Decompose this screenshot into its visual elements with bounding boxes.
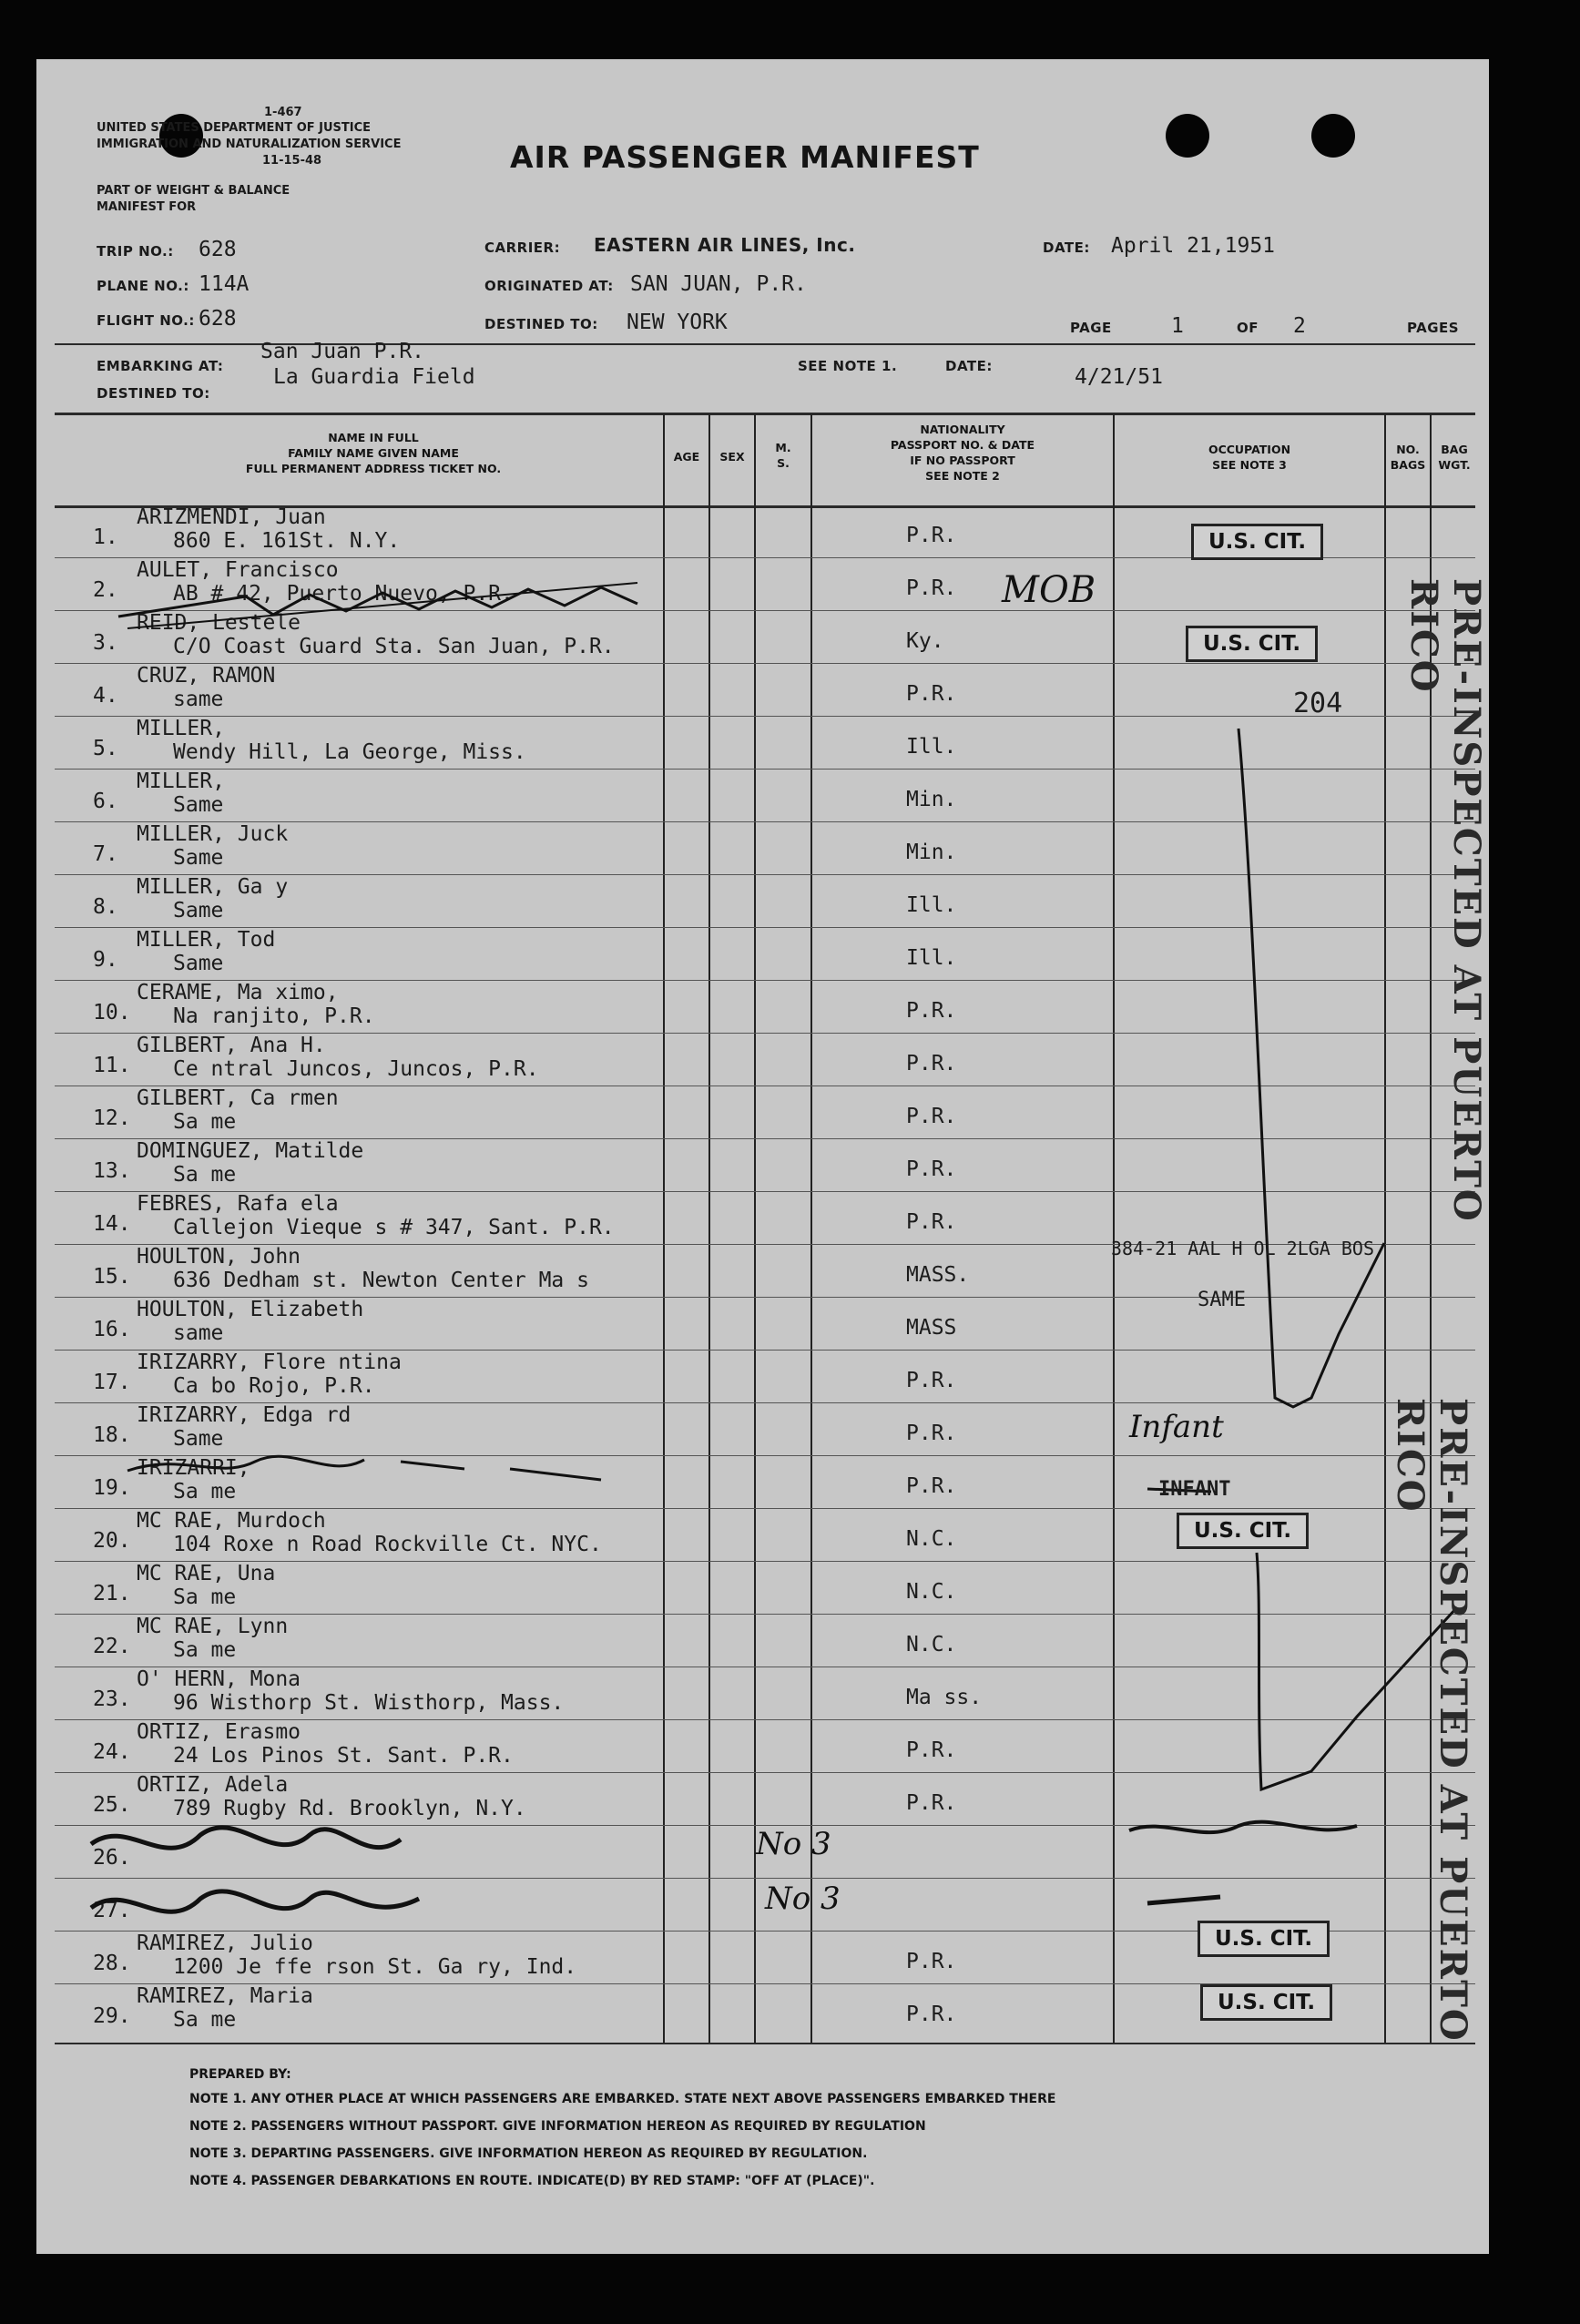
originated-label: ORIGINATED AT: (484, 278, 614, 294)
passenger-nationality: P.R. (906, 1738, 957, 1762)
passenger-name: ORTIZ, Adela (137, 1773, 289, 1797)
weight-balance-line-1: PART OF WEIGHT & BALANCE (97, 184, 291, 198)
row-number: 23. (93, 1687, 131, 1711)
passenger-nationality: N.C. (906, 1580, 957, 1604)
crossout-row-27-occ (1147, 1897, 1220, 1903)
col-header-ms-line2: S. (777, 456, 790, 470)
note-4: NOTE 4. PASSENGER DEBARKATIONS EN ROUTE. INDICATE(D) BY RED STAMP: "OFF AT (PLACE)". (189, 2174, 875, 2188)
passenger-name: HOULTON, Elizabeth (137, 1298, 364, 1321)
passenger-address: Sa me (173, 1480, 237, 1503)
passenger-nationality: P.R. (906, 1474, 957, 1498)
occupation-same-16: SAME (1198, 1289, 1246, 1311)
carrier-label: CARRIER: (484, 240, 561, 256)
us-cit-stamp: U.S. CIT. (1198, 1921, 1330, 1957)
passenger-name: IRIZARRY, Edga rd (137, 1403, 352, 1427)
page-title: AIR PASSENGER MANIFEST (510, 139, 980, 175)
us-cit-stamp: U.S. CIT. (1177, 1513, 1309, 1549)
passenger-address: Same (173, 952, 224, 975)
us-cit-stamp: U.S. CIT. (1186, 626, 1318, 662)
pages-label: PAGES (1407, 320, 1460, 336)
embarking-label: EMBARKING AT: (97, 358, 224, 374)
passenger-address: Sa me (173, 1110, 237, 1134)
passenger-nationality: Min. (906, 788, 957, 811)
passenger-address: Same (173, 1427, 224, 1451)
col-header-name-line3: FULL PERMANENT ADDRESS TICKET NO. (245, 462, 502, 475)
plane-label: PLANE NO.: (97, 278, 189, 294)
row-number: 17. (93, 1371, 131, 1394)
weight-balance-line-2: MANIFEST FOR (97, 200, 197, 214)
passenger-address: same (173, 688, 224, 711)
passenger-nationality: Min. (906, 841, 957, 864)
plane-value: 114A (199, 272, 250, 296)
note-2: NOTE 2. PASSENGERS WITHOUT PASSPORT. GIVE INFORMATION HEREON AS REQUIRED BY REGULATION (189, 2119, 926, 2134)
passenger-name: RAMIREZ, Maria (137, 1984, 313, 2008)
form-number: 1-467 (264, 106, 302, 119)
row-number: 12. (93, 1106, 131, 1130)
row-number: 21. (93, 1582, 131, 1605)
crossout-row-19 (127, 1456, 601, 1480)
ticket-routing-15: 384-21 AAL H OL 2LGA BOS (1111, 1238, 1374, 1259)
row-number: 6. (93, 790, 118, 813)
row-number: 20. (93, 1529, 131, 1553)
row-number: 22. (93, 1635, 131, 1658)
passenger-name: CERAME, Ma ximo, (137, 981, 339, 1004)
passenger-name: MILLER, Juck (137, 822, 289, 846)
page-label: PAGE (1070, 320, 1112, 336)
passenger-name: ARIZMENDI, Juan (137, 505, 326, 529)
handwritten-mob: MOB (1002, 569, 1096, 611)
passenger-nationality: P.R. (906, 576, 957, 600)
passenger-address: 789 Rugby Rd. Brooklyn, N.Y. (173, 1797, 526, 1820)
passenger-nationality: P.R. (906, 682, 957, 706)
passenger-nationality: P.R. (906, 1369, 957, 1392)
see-note-label: SEE NOTE 1. (798, 358, 898, 374)
destined-value: NEW YORK (627, 311, 728, 334)
passenger-address: 24 Los Pinos St. Sant. P.R. (173, 1744, 514, 1768)
col-header-nat-line3: IF NO PASSPORT (910, 454, 1015, 467)
row-number: 10. (93, 1001, 131, 1024)
col-header-bags-line1: NO. (1396, 443, 1420, 456)
trip-value: 628 (199, 238, 237, 261)
passenger-name: MILLER, (137, 717, 225, 740)
embarking-value: San Juan P.R. (260, 340, 425, 363)
passenger-address: AB # 42, Puerto Nuevo, P.R. (173, 582, 514, 606)
passenger-address: Na ranjito, P.R. (173, 1004, 375, 1028)
of-label: OF (1237, 320, 1259, 336)
passenger-name: MILLER, (137, 770, 225, 793)
occupation-infant-19: INFANT (1158, 1478, 1231, 1501)
col-header-age: AGE (673, 450, 700, 464)
passenger-address: Same (173, 846, 224, 870)
row-number: 19. (93, 1476, 131, 1500)
note-3: NOTE 3. DEPARTING PASSENGERS. GIVE INFORMATION HEREON AS REQUIRED BY REGULATION. (189, 2146, 868, 2161)
row-number: 25. (93, 1793, 131, 1817)
passenger-nationality: Ill. (906, 893, 957, 917)
bracket-line-top (1239, 729, 1384, 1407)
passenger-address: Same (173, 793, 224, 817)
passenger-nationality: P.R. (906, 2003, 957, 2026)
handwritten-number-204: 204 (1293, 688, 1343, 719)
passenger-nationality: P.R. (906, 1210, 957, 1234)
passenger-nationality: Ma ss. (906, 1686, 983, 1709)
passenger-address: C/O Coast Guard Sta. San Juan, P.R. (173, 635, 615, 658)
passenger-nationality: P.R. (906, 1105, 957, 1128)
passenger-name: ORTIZ, Erasmo (137, 1720, 301, 1744)
passenger-name: MILLER, Ga y (137, 875, 289, 899)
passenger-nationality: P.R. (906, 1422, 957, 1445)
originated-value: SAN JUAN, P.R. (630, 272, 807, 296)
col-header-wgt-line1: BAG (1441, 443, 1468, 456)
passenger-name: IRIZARRY, Flore ntina (137, 1351, 402, 1374)
col-header-name-line1: NAME IN FULL (328, 431, 419, 444)
row-number: 24. (93, 1740, 131, 1764)
passenger-name: REID, Lestele (137, 611, 301, 635)
passenger-nationality: P.R. (906, 1791, 957, 1815)
prepared-by-label: PREPARED BY: (189, 2067, 291, 2082)
trip-label: TRIP NO.: (97, 243, 174, 260)
passenger-name: CRUZ, RAMON (137, 664, 276, 688)
row-number: 28. (93, 1952, 131, 1975)
passenger-address: Sa me (173, 2008, 237, 2032)
passenger-name: MC RAE, Una (137, 1562, 276, 1585)
passenger-address: Callejon Vieque s # 347, Sant. P.R. (173, 1216, 615, 1239)
passenger-name: RAMIREZ, Julio (137, 1932, 313, 1955)
passenger-name: GILBERT, Ca rmen (137, 1086, 339, 1110)
agency-line-1: UNITED STATES DEPARTMENT OF JUSTICE (97, 121, 372, 135)
destined2-label: DESTINED TO: (97, 385, 210, 402)
note-1: NOTE 1. ANY OTHER PLACE AT WHICH PASSENGERS ARE EMBARKED. STATE NEXT ABOVE PASSENGERS EMBARKED THERE (189, 2092, 1056, 2106)
col-header-occ-line2: SEE NOTE 3 (1212, 458, 1287, 472)
row-number: 5. (93, 737, 118, 760)
passenger-nationality: P.R. (906, 524, 957, 547)
row-number: 27. (93, 1899, 131, 1922)
passenger-name: O' HERN, Mona (137, 1667, 301, 1691)
passenger-name: MC RAE, Lynn (137, 1615, 289, 1638)
agency-line-2: IMMIGRATION AND NATURALIZATION SERVICE (97, 138, 402, 151)
passenger-nationality: Ill. (906, 735, 957, 759)
passenger-address: 636 Dedham st. Newton Center Ma s (173, 1269, 589, 1292)
col-header-name-line2: FAMILY NAME GIVEN NAME (288, 446, 459, 460)
row-number: 1. (93, 525, 118, 549)
row-number: 16. (93, 1318, 131, 1341)
row-number: 3. (93, 631, 118, 655)
passenger-name: IRIZARRI, (137, 1456, 250, 1480)
date-value: April 21,1951 (1111, 234, 1276, 258)
crossout-row-27 (91, 1891, 419, 1911)
passenger-address: 860 E. 161St. N.Y. (173, 529, 401, 553)
passenger-name: FEBRES, Rafa ela (137, 1192, 339, 1216)
passenger-address: Wendy Hill, La George, Miss. (173, 740, 526, 764)
passenger-address: Sa me (173, 1585, 237, 1609)
date-label: DATE: (1043, 240, 1090, 256)
crossout-row-2b (127, 583, 637, 628)
col-header-nat-line4: SEE NOTE 2 (925, 469, 1000, 483)
flight-value: 628 (199, 307, 237, 331)
row-number: 15. (93, 1265, 131, 1289)
carrier-value: EASTERN AIR LINES, Inc. (594, 234, 856, 256)
flight-label: FLIGHT NO.: (97, 312, 195, 329)
crossout-row-26 (91, 1828, 401, 1848)
row-number: 7. (93, 842, 118, 866)
destined2-value: La Guardia Field (273, 365, 475, 389)
col-header-bags-line2: BAGS (1390, 458, 1426, 472)
row-number: 2. (93, 578, 118, 602)
row-number: 8. (93, 895, 118, 919)
passenger-address: 96 Wisthorp St. Wisthorp, Mass. (173, 1691, 565, 1715)
passenger-nationality: MASS (906, 1316, 957, 1340)
col-header-nat-line2: PASSPORT NO. & DATE (890, 438, 1035, 452)
date2-label: DATE: (945, 358, 993, 374)
passenger-address: Sa me (173, 1638, 237, 1662)
col-header-occ-line1: OCCUPATION (1208, 443, 1291, 456)
passenger-address: Ce ntral Juncos, Juncos, P.R. (173, 1057, 539, 1081)
row-number: 11. (93, 1054, 131, 1077)
handwritten-no3-row26: No 3 (756, 1826, 831, 1862)
row-number: 18. (93, 1423, 131, 1447)
us-cit-stamp: U.S. CIT. (1200, 1984, 1332, 2021)
passenger-address: 1200 Je ffe rson St. Ga ry, Ind. (173, 1955, 577, 1979)
passenger-nationality: Ill. (906, 946, 957, 970)
passenger-nationality: P.R. (906, 1052, 957, 1075)
row-number: 14. (93, 1212, 131, 1236)
passenger-address: Ca bo Rojo, P.R. (173, 1374, 375, 1398)
crossout-row-2 (118, 587, 637, 617)
row-number: 29. (93, 2004, 131, 2028)
row-number: 26. (93, 1846, 131, 1870)
preinspected-stamp: PRE-INSPECTED AT PUERTO RICO (1389, 1398, 1474, 2043)
row-number: 13. (93, 1159, 131, 1183)
passenger-address: 104 Roxe n Road Rockville Ct. NYC. (173, 1533, 602, 1556)
row-number: 9. (93, 948, 118, 972)
col-header-nat-line1: NATIONALITY (920, 423, 1005, 436)
col-header-ms-line1: M. (775, 441, 791, 454)
passenger-nationality: N.C. (906, 1527, 957, 1551)
passenger-nationality: Ky. (906, 629, 944, 653)
passenger-nationality: P.R. (906, 999, 957, 1023)
row-number: 4. (93, 684, 118, 708)
passenger-nationality: N.C. (906, 1633, 957, 1656)
passenger-name: GILBERT, Ana H. (137, 1034, 326, 1057)
destined-label: DESTINED TO: (484, 316, 598, 332)
passenger-name: DOMINGUEZ, Matilde (137, 1139, 364, 1163)
handwritten-no3-row27: No 3 (765, 1881, 841, 1917)
passenger-nationality: MASS. (906, 1263, 970, 1287)
page-value: 1 (1171, 314, 1184, 338)
form-date: 11-15-48 (262, 154, 322, 168)
passenger-nationality: P.R. (906, 1157, 957, 1181)
passenger-name: HOULTON, John (137, 1245, 301, 1269)
of-value: 2 (1293, 314, 1306, 338)
col-header-wgt-line2: WGT. (1438, 458, 1471, 472)
passenger-name: MILLER, Tod (137, 928, 276, 952)
handwritten-infant-18: Infant (1129, 1409, 1224, 1445)
date2-value: 4/21/51 (1075, 365, 1163, 389)
us-cit-stamp: U.S. CIT. (1191, 524, 1323, 560)
manifest-page (36, 59, 1489, 2254)
passenger-name: MC RAE, Murdoch (137, 1509, 326, 1533)
passenger-name: AULET, Francisco (137, 558, 339, 582)
col-header-sex: SEX (719, 450, 745, 464)
passenger-address: Same (173, 899, 224, 922)
passenger-address: Sa me (173, 1163, 237, 1187)
crossout-row-26-occ (1129, 1822, 1357, 1832)
preinspected-stamp: PRE-INSPECTED AT PUERTO RICO (1402, 578, 1488, 1223)
passenger-nationality: P.R. (906, 1950, 957, 1973)
passenger-address: same (173, 1321, 224, 1345)
